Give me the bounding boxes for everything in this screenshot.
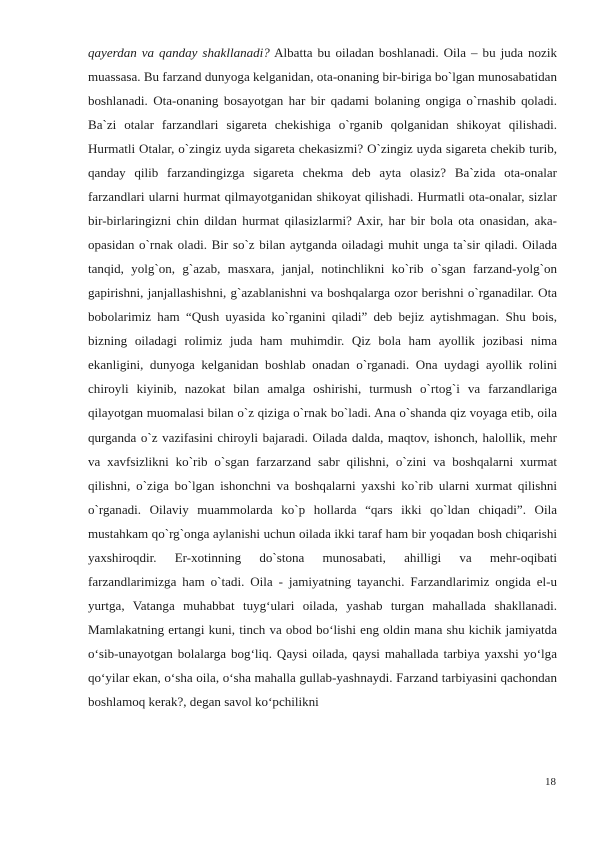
document-body (88, 41, 557, 714)
body-paragraph (88, 41, 557, 714)
italic-lead: qayerdan va qanday shakllanadi? (88, 45, 270, 60)
page-number: 18 (545, 776, 556, 788)
body-text: Albatta bu oiladan boshlanadi. Oila – bu juda nozik muassasa. Bu farzand dunyoga kelganidan, ota-onaning bir-biriga bo`lgan munosabatidan boshlanadi. Ota-onaning bosayotgan har bir qadami bolaning ongiga o`rnashib qoladi. Ba`zi otalar farzandlari sigareta chekishiga o`rganib qolganidan shikoyat qilishadi. Hurmatli Otalar, o`zingiz uyda sigareta chekasizmi? O`zingiz uyda sigareta chekib turib, qanday qilib farzandingizga sigareta chekma deb ayta olasiz? Ba`zida ota-onalar farzandlari ularni hurmat qilmayotganidan shikoyat qilishadi. Hurmatli ota-onalar, sizlar bir-birlaringizni chin dildan hurmat qilasizlarmi? Axir, har bir bola ota onasidan, aka-opasidan o`rnak oladi. Bir so`z bilan aytganda oiladagi muhit unga ta`sir qiladi. Oilada tanqid, yolg`on, g`azab, masxara, janjal, notinchlikni ko`rib o`sgan farzand-yolg`on gapirishni, janjallashishni, g`azablanishni va boshqalarga ozor berishni o`rganadilar. Ota bobolarimiz ham “Qush uyasida ko`rganini qiladi” deb bejiz aytishmagan. Shu bois, bizning oiladagi rolimiz juda ham muhimdir. Qiz bola ham ayollik jozibasi nima ekanligini, dunyoga kelganidan boshlab onadan o`rganadi. Ona uydagi ayollik rolini chiroyli kiyinib, nazokat bilan amalga oshirishi, turmush o`rtog`i va farzandlariga qilayotgan muomalasi bilan o`z qiziga o`rnak bo`ladi. Ana o`shanda qiz voyaga etib, oila qurganda o`z vazifasini chiroyli bajaradi. Oilada dalda, maqtov, ishonch, halollik, mehr va xavfsizlikni ko`rib o`sgan farzarzand sabr qilishni, o`zini va boshqalarni xurmat qilishni, o`ziga bo`lgan ishonchni va boshqalarni yaxshi ko`rib ularni xurmat qilishni o`rganadi. Oilaviy muammolarda ko`p hollarda “qars ikki qo`ldan chiqadi”. Oila mustahkam qo`rg`onga aylanishi uchun oilada ikki taraf ham bir yoqadan bosh chiqarishi yaxshiroqdir. Er-xotinning do`stona munosabati, ahilligi va mehr-oqibati farzandlarimizga ham o`tadi. Oila - jamiyatning tayanchi. Farzandlarimiz ongida el-u yurtga, Vatanga muhabbat tuyg‘ulari oilada, yashab turgan mahallada shakllanadi. Mamlakatning ertangi kuni, tinch va obod bo‘lishi eng oldin mana shu kichik jamiyatda o‘sib-unayotgan bolalarga bog‘liq. Qaysi oilada, qaysi mahallada tarbiya yaxshi yo‘lga qo‘yilar ekan, o‘sha oila, o‘sha mahalla gullab-yashnaydi. Farzand tarbiyasini qachondan boshlamoq kerak?, degan savol ko‘pchilikni (88, 45, 557, 709)
